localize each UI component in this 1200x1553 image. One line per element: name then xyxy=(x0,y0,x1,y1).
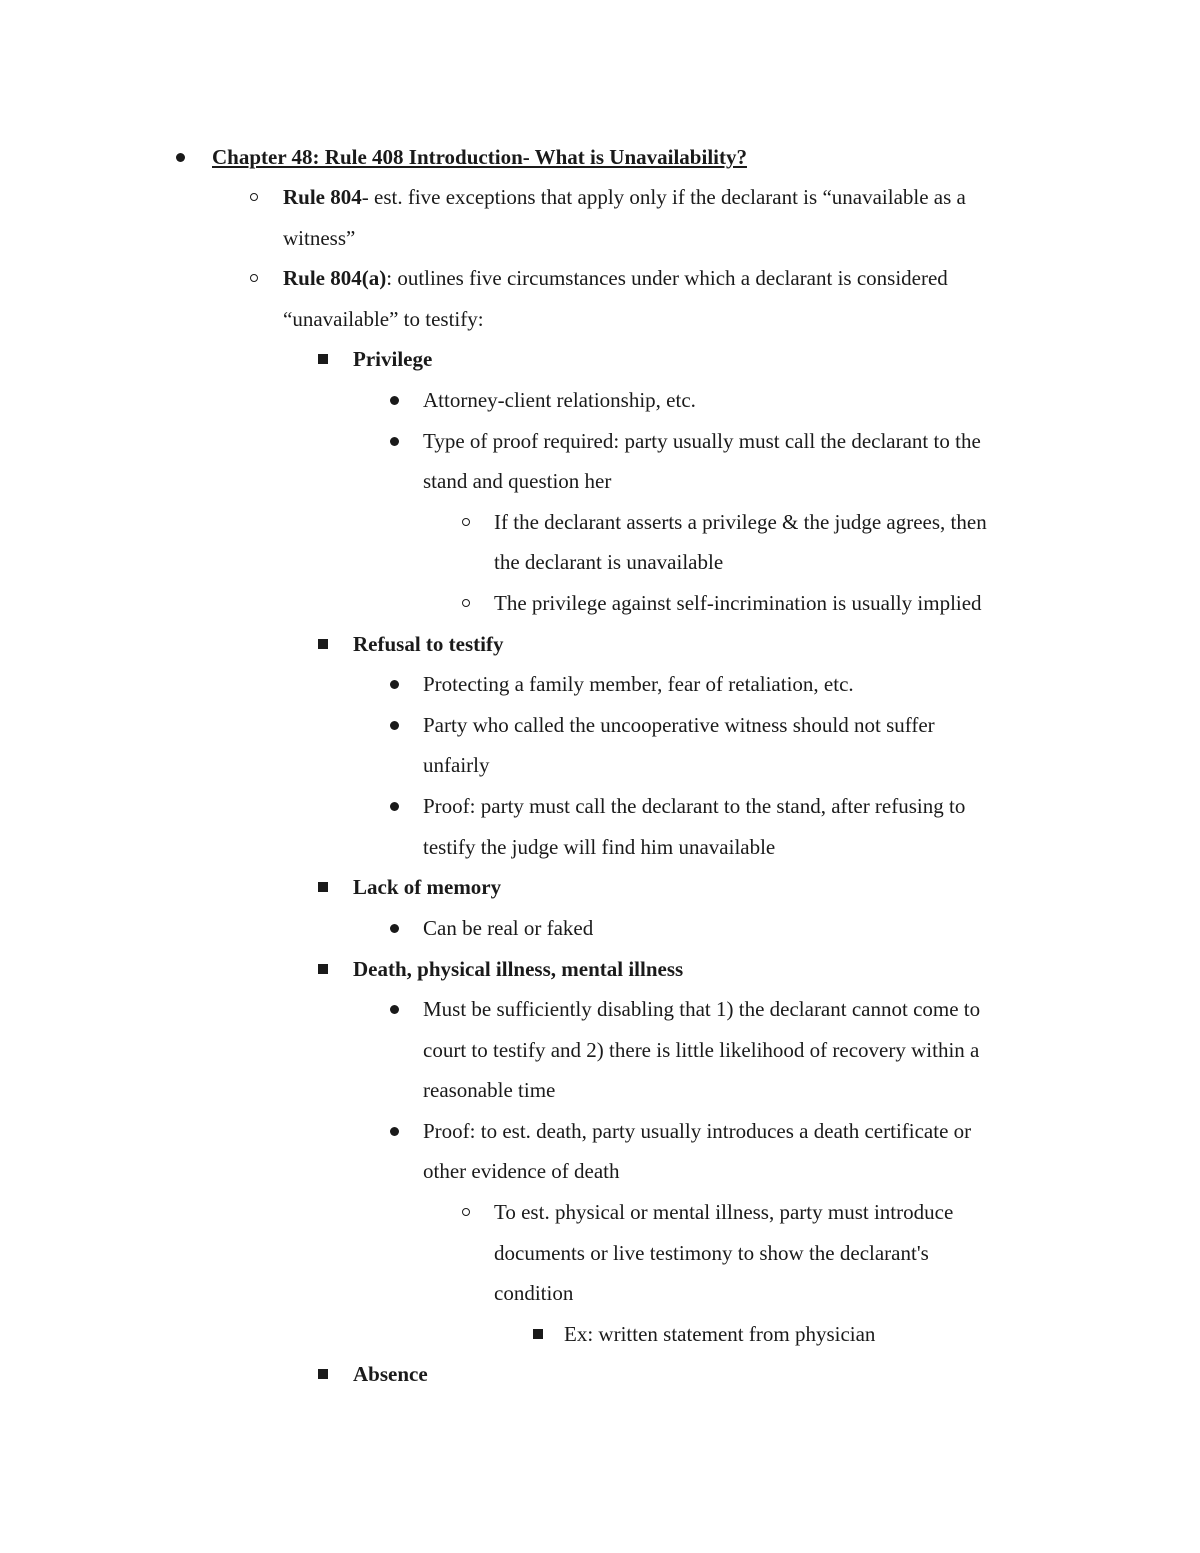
refusal-item-2-line2: unfairly xyxy=(423,753,490,777)
refusal-item-3-line1: Proof: party must call the declarant to the stand, after refusing to xyxy=(423,794,966,818)
bullet-disc-icon xyxy=(390,713,399,737)
memory-title-text: Lack of memory xyxy=(353,875,502,899)
memory-title xyxy=(353,875,501,899)
privilege-item-2-line1: Type of proof required: party usually must call the declarant to the xyxy=(423,429,981,453)
death-item-1-line1: Must be sufficiently disabling that 1) the declarant cannot come to xyxy=(423,997,981,1021)
bullet-disc-icon xyxy=(390,1119,399,1143)
death-sub-1-line3: condition xyxy=(494,1281,574,1305)
death-item-2-line1: Proof: to est. death, party usually introduces a death certificate or xyxy=(423,1119,972,1143)
bullet-square-icon xyxy=(318,632,328,656)
rule-804a-line1 xyxy=(283,266,948,290)
bullet-square-icon xyxy=(318,875,328,899)
privilege-sub-1-line2: the declarant is unavailable xyxy=(494,550,724,574)
bullet-square-icon xyxy=(318,347,328,371)
bullet-disc-icon xyxy=(390,429,399,453)
death-title xyxy=(353,957,683,981)
bullet-circle-icon xyxy=(462,1200,470,1224)
refusal-item-2-line1: Party who called the uncooperative witness should not suffer xyxy=(423,713,935,737)
refusal-item-1: Protecting a family member, fear of retaliation, etc. xyxy=(423,672,854,696)
bullet-disc-icon xyxy=(390,794,399,818)
privilege-title-text: Privilege xyxy=(353,347,433,371)
rule-804-line1 xyxy=(283,185,966,209)
bullet-square-icon xyxy=(533,1322,543,1346)
rule-804-text: - est. five exceptions that apply only if the declarant is “unavailable as a xyxy=(361,185,966,209)
death-item-1-line3: reasonable time xyxy=(423,1078,556,1102)
refusal-title-text: Refusal to testify xyxy=(353,632,504,656)
chapter-heading-text: Chapter 48: Rule 408 Introduction- What is Unavailability? xyxy=(212,145,747,169)
death-subsub-1: Ex: written statement from physician xyxy=(564,1322,876,1346)
chapter-heading xyxy=(212,145,747,169)
absence-title-text: Absence xyxy=(353,1362,428,1386)
rule-804a-text: : outlines five circumstances under which a declarant is considered xyxy=(386,266,948,290)
bullet-square-icon xyxy=(318,1362,328,1386)
death-sub-1-line2: documents or live testimony to show the declarant's xyxy=(494,1241,929,1265)
bullet-disc-icon xyxy=(390,997,399,1021)
privilege-item-1: Attorney-client relationship, etc. xyxy=(423,388,696,412)
rule-804-label: Rule 804 xyxy=(283,185,362,209)
privilege-title xyxy=(353,347,432,371)
bullet-circle-icon xyxy=(250,266,258,290)
privilege-sub-2: The privilege against self-incrimination is usually implied xyxy=(494,591,982,615)
rule-804a-label: Rule 804(a) xyxy=(283,266,387,290)
bullet-circle-icon xyxy=(462,591,470,615)
bullet-circle-icon xyxy=(462,510,470,534)
memory-item-1: Can be real or faked xyxy=(423,916,594,940)
death-title-text: Death, physical illness, mental illness xyxy=(353,957,684,981)
bullet-disc-icon xyxy=(176,145,185,169)
bullet-disc-icon xyxy=(390,916,399,940)
rule-804a-line2: “unavailable” to testify: xyxy=(283,307,484,331)
bullet-disc-icon xyxy=(390,388,399,412)
absence-title xyxy=(353,1362,428,1386)
rule-804-line2: witness” xyxy=(283,226,356,250)
death-item-1-line2: court to testify and 2) there is little likelihood of recovery within a xyxy=(423,1038,980,1062)
bullet-square-icon xyxy=(318,957,328,981)
privilege-item-2-line2: stand and question her xyxy=(423,469,612,493)
death-sub-1-line1: To est. physical or mental illness, party must introduce xyxy=(494,1200,954,1224)
death-item-2-line2: other evidence of death xyxy=(423,1159,620,1183)
privilege-sub-1-line1: If the declarant asserts a privilege & the judge agrees, then xyxy=(494,510,987,534)
bullet-circle-icon xyxy=(250,185,258,209)
bullet-disc-icon xyxy=(390,672,399,696)
refusal-item-3-line2: testify the judge will find him unavailable xyxy=(423,835,776,859)
refusal-title xyxy=(353,632,503,656)
